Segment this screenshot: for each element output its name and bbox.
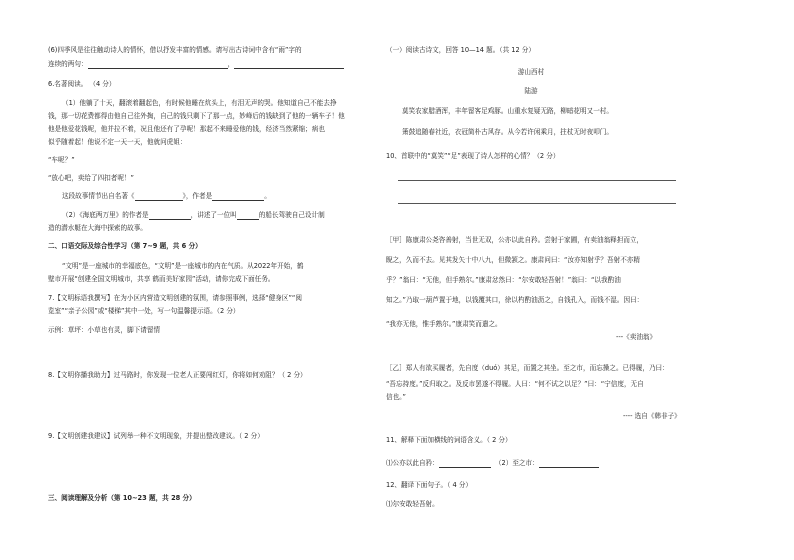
q6-passage-line: 钱，那一切花费都得由他自己往外掏，自己的钱只剩下了那一点，妙峰后的钱缺到了他的一辆车子！他 (48, 112, 345, 120)
q6-quote: “放心吧，卖给了四扣者呢！” (48, 174, 134, 182)
q9-text: 9.【文明创建我建议】试列举一种不文明现象，并提出整改建议。（ 2 分） (48, 432, 264, 440)
passage-yi-line: 信也。” (386, 393, 406, 401)
q5-line1: (6)四季风是往往触动诗人的情怀，借以抒发丰富的情感。请写出古诗词中含有“雨”字的 (48, 46, 302, 54)
passage-jia-line: 乎？”翁曰：“无他，但手熟尔。”康肃忿然曰：“尔安敢轻吾射！”翁曰：“以我酌油 (386, 276, 621, 284)
q6-part2-cont: 造的潜水艇在大海中探索的故事。 (48, 224, 147, 232)
q6-fill-blank: 这段故事情节出自名著《 》，作者是 。 (62, 192, 271, 200)
q7-text: 览室”“亲子公园”或“楼梯”其中一处，写一句温馨提示语。（2 分） (48, 307, 240, 315)
passage-jia-line: “我亦无他，惟手熟尔。”康肃笑而遣之。 (386, 320, 502, 328)
poem-line: 莫笑农家腊酒浑，丰年留客足鸡豚。山重水复疑无路，柳暗花明又一村。 (402, 107, 613, 115)
author-blank-2[interactable] (149, 212, 191, 220)
q5-line2: 连续的两句： ， (48, 60, 344, 69)
q12-item: ⑴尔安敢轻吾射。 (386, 500, 439, 508)
passage-jia-line: ［甲］陈康肃公尧咨善射，当世无双，公亦以此自矜。尝射于家圃，有卖油翁释担而立， (386, 236, 644, 244)
q8-text: 8.【文明你播我助力】过马路时，你发现一位老人正要闯红灯，你将如何劝阻？（ 2 分） (48, 371, 307, 379)
q6-quote: “车呢？” (48, 156, 75, 164)
poem-author: 陆游 (524, 87, 538, 95)
section2-intro: “文明”是一座城市的幸福底色，“文明”是一座城市的内在气质。从2022年开始，鹤 (62, 262, 304, 270)
passage-jia-line: 睨之，久而不去。见其发矢十中八九，但微颔之。康肃问曰：“汝亦知射乎？吾射不亦精 (386, 256, 640, 264)
passage-yi-line: “吾忘持度。”反归取之。及反市罢遂不得履。人曰：“何不试之以足？”曰：“宁信度，无自 (386, 380, 644, 388)
q6-passage-line: 似乎随着起！他说不定一天一天，他就问虎姐： (48, 138, 187, 146)
q6-passage-line: 他是他爱花钱呢，他并拉不着，况且他还有了孕呢！那起不来睡爱他的钱，经济当然紧缩；病也 (48, 125, 325, 133)
q6-passage-line: （1）他躺了十天，翻滚着翻起色，有时候他睡在炕头上，有泪无声的哭。他知道自己不能去挣 (62, 99, 337, 107)
q11-items: ⑴公亦以此自矜： （2）至之市： (386, 459, 599, 468)
q6-part2: （2）《海底两万里》的作者是 ，讲述了一位叫 的船长驾驶自己设计制 (62, 211, 325, 219)
reading-heading: （一）阅读古诗文，回答 10—14 题。（共 12 分） (386, 46, 535, 54)
section2-intro: 壁市开展“创建全国文明城市，共享 鹤而美好家园”活动，请你完成下面任务。 (48, 275, 275, 283)
q10-text: 10、首联中的“莫笑”“足”表现了诗人怎样的心情？（2 分） (386, 152, 560, 160)
q11a-blank[interactable] (439, 460, 491, 468)
section3-heading: 三、阅读理解及分析（第 10~23 题，共 28 分） (48, 494, 196, 502)
q11-text: 11、解释下面加横线的词语含义。（ 2 分） (386, 436, 512, 444)
book-title-blank[interactable] (135, 193, 183, 201)
passage-yi-line: ［乙］郑人有欲买履者，先自度（duó）其足，而置之其坐。至之市，而忘操之。已得履，乃曰： (386, 364, 669, 372)
q5-answer-line-2[interactable] (234, 61, 344, 69)
q10-answer-line[interactable] (398, 203, 676, 204)
passage-yi-source: ---- 选自《韩非子》 (623, 412, 681, 420)
q5-answer-line-1[interactable] (88, 61, 228, 69)
captain-blank[interactable] (237, 212, 259, 220)
poem-title: 游山西村 (517, 68, 545, 76)
q11b-blank[interactable] (539, 460, 599, 468)
author-blank[interactable] (212, 193, 264, 201)
q10-answer-line[interactable] (398, 180, 676, 181)
passage-jia-source: ---《卖油翁》 (616, 333, 657, 341)
q7-text: 7.【文明标语我撰写】在为小区内营造文明创建的氛围，请参照事例，选择“健身区”“阅 (48, 294, 302, 302)
q12-text: 12、翻译下面句子。（ 4 分） (386, 481, 473, 489)
poem-line: 箫鼓追随春社近，衣冠简朴古风存。从今若许闲乘月，拄杖无时夜叩门。 (402, 128, 613, 136)
q7-example: 示例：草坪：小草也有灵，脚下请留情 (48, 326, 161, 334)
q6-heading: 6.名著阅读。 （4 分） (48, 80, 116, 88)
passage-jia-line: 知之。”乃取一葫芦置于地，以钱覆其口，徐以杓酌油沥之，自钱孔入，而钱不湿。因曰： (386, 296, 644, 304)
section2-heading: 二、口语交际及综合性学习（第 7~9 题，共 6 分） (48, 242, 202, 250)
